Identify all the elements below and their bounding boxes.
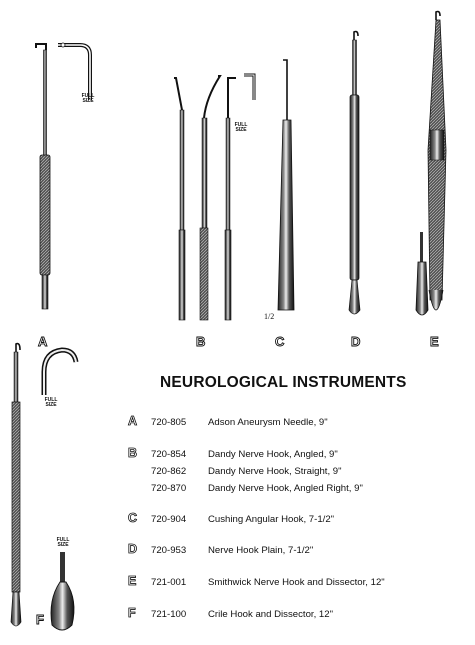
- instrument-a-adson-needle: [36, 44, 50, 309]
- catalog-letter-b: B: [128, 446, 138, 460]
- page-title: NEUROLOGICAL INSTRUMENTS: [160, 374, 407, 391]
- catalog-code: 721-100: [151, 609, 187, 620]
- figure-letter-e: E: [430, 334, 439, 349]
- catalog-desc: Dandy Nerve Hook, Straight, 9": [208, 466, 342, 477]
- instrument-d-nerve-hook: [349, 32, 360, 315]
- catalog-letter-f: F: [128, 606, 136, 620]
- instrument-a-full-size-detail: [58, 43, 90, 100]
- catalog-code: 721-001: [151, 577, 187, 588]
- instrument-a-hook-detail: [44, 350, 76, 395]
- catalog-desc: Nerve Hook Plain, 7-1/2": [208, 545, 314, 556]
- catalog-desc: Smithwick Nerve Hook and Dissector, 12": [208, 577, 385, 588]
- figure-letter-c: C: [275, 334, 285, 349]
- catalog-letter-d: D: [128, 542, 138, 556]
- catalog-code: 720-953: [151, 545, 187, 556]
- catalog-letter-e: E: [128, 574, 137, 588]
- catalog-code: 720-805: [151, 417, 187, 428]
- half-scale-label: 1/2: [264, 312, 275, 321]
- instrument-f-full-size-detail: [51, 552, 74, 630]
- catalog-code: 720-904: [151, 514, 187, 525]
- full-size-label-f: FULL SIZE: [56, 537, 70, 548]
- figure-letter-b: B: [196, 334, 206, 349]
- catalog-letter-c: C: [128, 511, 138, 525]
- instrument-c-cushing-hook: [278, 60, 294, 310]
- catalog-desc: Cushing Angular Hook, 7-1/2": [208, 514, 335, 525]
- full-size-label-a: FULL SIZE: [81, 93, 95, 104]
- figure-letter-a: A: [38, 334, 48, 349]
- full-size-label-a-detail: FULL SIZE: [44, 397, 58, 408]
- catalog-desc: Crile Hook and Dissector, 12": [208, 609, 333, 620]
- catalog-desc: Dandy Nerve Hook, Angled Right, 9": [208, 483, 363, 494]
- catalog-code: 720-870: [151, 483, 187, 494]
- instrument-b-dandy-hooks: [174, 75, 254, 320]
- instrument-f-crile: [11, 344, 21, 626]
- figure-letter-d: D: [351, 334, 361, 349]
- catalog-desc: Dandy Nerve Hook, Angled, 9": [208, 449, 338, 460]
- catalog-letter-a: A: [128, 414, 138, 428]
- figure-letter-f: F: [36, 612, 44, 627]
- catalog-code: 720-862: [151, 466, 187, 477]
- full-size-label-b: FULL SIZE: [234, 122, 248, 133]
- instrument-e-smithwick: [416, 12, 446, 316]
- catalog-code: 720-854: [151, 449, 187, 460]
- catalog-desc: Adson Aneurysm Needle, 9": [208, 417, 328, 428]
